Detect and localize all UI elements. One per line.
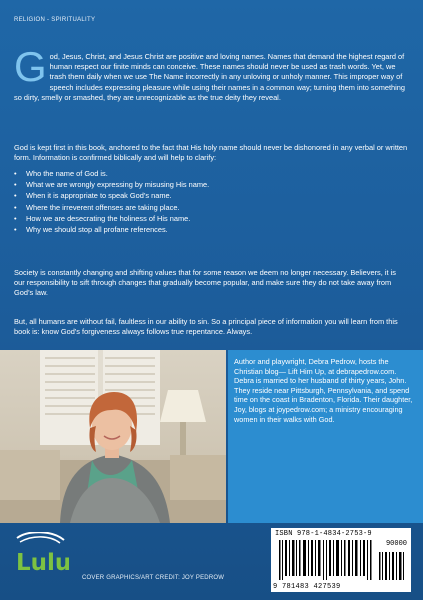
isbn-barcode — [271, 528, 411, 592]
price-code: 90000 — [385, 540, 407, 548]
paragraph-two: God is kept first in this book, anchored to the fact that His holy name should never be dishonored in any verbal or written form. Information is confirmed biblically and will help to clarify: — [14, 143, 408, 163]
intro-text: od, Jesus, Christ, and Jesus Christ are positive and loving names. Names that demand the highest regard of human respect our finite minds can conceive. These names should never be used as trash words. Yet, we trash them daily when we use The Name incorrectly in any unloving or unholy manner. This improper way of speech includes expressing pleasure while using their names in a common way; turning them into something so dirty, smelly or smashed, they are unrecognizable as the true deity they reveal. — [14, 52, 406, 102]
barcode-number: 9 781483 427539 — [273, 583, 341, 591]
category-label: RELIGION - SPIRITUALITY — [14, 17, 96, 23]
list-item: • Why we should stop all profane references. — [14, 224, 408, 235]
list-item: • When it is appropriate to speak God’s name. — [14, 190, 408, 201]
author-photo — [0, 350, 226, 523]
bullet-list — [14, 168, 408, 235]
isbn-label: ISBN 978-1-4834-2753-9 — [275, 530, 372, 538]
paragraph-three: Society is constantly changing and shifting values that for some reason we deem no longer necessary. Believers, it is our responsibility to sift through changes that gradually become popular, and make sure they do not take away from God’s law. — [14, 268, 396, 298]
list-item: • What we are wrongly expressing by misusing His name. — [14, 179, 408, 190]
intro-paragraph — [14, 43, 408, 103]
barcode-bars — [279, 540, 375, 580]
author-bio: Author and playwright, Debra Pedrow, hosts the Christian blog— Lift Him Up, at debrapedrow.com. Debra is married to her husband of thirty years, John. They reside near Pittsburgh, Pennsylvania, and spend time on the coast in Bradenton, Florida. Their daughter, Joy, blogs at joypedrow.com; a ministry encouraging women in their walks with God. — [234, 357, 413, 424]
cover-credit: COVER GRAPHICS/ART CREDIT: JOY PEDROW — [82, 575, 225, 581]
list-item: • Where the irreverent offenses are taking place. — [14, 202, 408, 213]
drop-cap: G — [14, 43, 47, 90]
author-bio-panel — [228, 350, 423, 523]
price-barcode-bars — [379, 552, 407, 580]
svg-text:Lulu: Lulu — [16, 550, 69, 576]
paragraph-four: But, all humans are without fail, faultless in our ability to sin. So a principal piece of information you will learn from this book is: know God’s forgiveness always follows true repentance. Always. — [14, 317, 398, 337]
list-item: • Who the name of God is. — [14, 168, 408, 179]
list-item: • How we are desecrating the holiness of His name. — [14, 213, 408, 224]
lulu-logo — [14, 532, 69, 577]
